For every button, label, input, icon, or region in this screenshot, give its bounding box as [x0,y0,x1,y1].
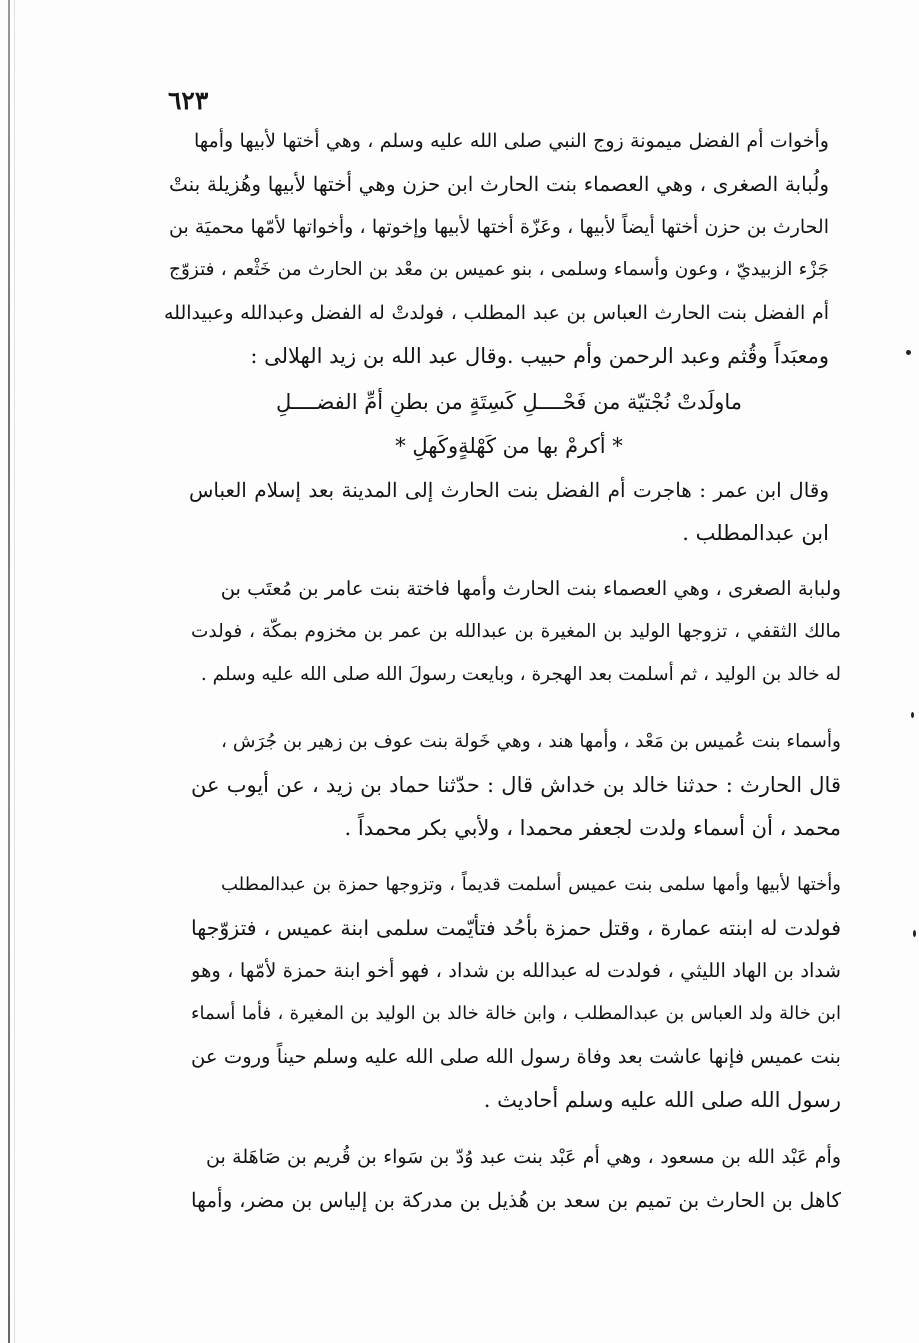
page-binding-edge [8,0,10,1343]
scan-speck [913,930,916,937]
text-line: أم الفضل بنت الحارث العباس بن عبد المطلب ، فولدتْ له الفضل وعبدالله وعبيدالله [164,302,829,324]
scan-speck [906,350,911,355]
text-line: ابن عبدالمطلب . [682,521,829,545]
text-line: وأخوات أم الفضل ميمونة زوج النبي صلى الله عليه وسلم ، وهي أختها لأبيها وأمها [194,130,829,152]
page-number: ٦٢٣ [168,86,209,115]
text-line: وأم عَبْد الله بن مسعود ، وهي أم عَبْد بنت عبد وُدّ بن سَواء بن قُريم بن صَاهَلة بن [206,1146,841,1168]
text-line: وقال ابن عمر : هاجرت أم الفضل بنت الحارث إلى المدينة بعد إسلام العباس [189,478,829,502]
text-line: وأختها لأبيها وأمها سلمى بنت عميس أسلمت قديماً ، وتزوجها حمزة بن عبدالمطلب [221,874,841,895]
text-line: كاهل بن الحارث بن تميم بن سعد بن هُذيل بن مدركة بن إلياس بن مضر، وأمها [191,1188,841,1212]
text-line: جَزْء الزبيديّ ، وعون وأسماء وسلمى ، بنو عميس بن معْد بن الحارث من خَثْعم ، فتزوّج [169,259,829,280]
text-line: بنت عميس فإنها عاشت بعد وفاة رسول الله صلى الله عليه وسلم حيناً وروت عن [191,1045,841,1068]
text-line: ولبابة الصغرى ، وهي العصماء بنت الحارث وأمها فاختة بنت عامر بن مُعتَب بن [221,577,841,600]
scan-speck [911,712,914,718]
page-binding-shadow [14,0,15,1343]
text-line: ولُبابة الصغرى ، وهي العصماء بنت الحارث ابن حزن وهي أختها لأبيها وهُزيلة بنتْ [169,172,829,196]
text-line: ابن خالة ولد العباس بن عبدالمطلب ، وابن خالة خالد بن الوليد بن المغيرة ، فأما أسماء [191,1003,841,1024]
poem-verse: * أكرمْ بها من كَهْلةٍوكَهلِ * [395,434,623,458]
text-line: رسول الله صلى الله عليه وسلم أحاديث . [483,1088,841,1112]
text-line: قال الحارث : حدثنا خالد بن خداش قال : حدّثنا حماد بن زيد ، عن أيوب عن [191,773,841,797]
text-line: مالك الثقفي ، تزوجها الوليد بن المغيرة بن عبدالله بن عمر بن مخزوم بمكّة ، فولدت [191,621,841,642]
text-line: محمد ، أن أسماء ولدت لجعفر محمدا ، ولأبي بكر محمداً . [344,816,841,840]
text-line: الحارث بن حزن أختها أيضاً لأبيها ، وعَزّة أختها لأبيها وإخوتها ، وأخواتها لأمّها محميَة بن [169,216,829,238]
text-line: ومعبَداً وقُثم وعبد الرحمن وأم حبيب .وقال عبد الله بن زيد الهلالى : [250,344,829,368]
text-line: وأسماء بنت عُميس بن مَعْد ، وأمها هند ، وهي خَولة بنت عوف بن زهير بن جُرَش ، [221,731,841,752]
text-line: فولدت له ابنته عمارة ، وقتل حمزة بأحُد فتأيّمت سلمى ابنة عميس ، فتزوّجها [191,916,841,940]
text-line: له خالد بن الوليد ، ثم أسلمت بعد الهجرة ، وبايعت رسولَ الله صلى الله عليه وسلم . [200,664,841,685]
text-line: شداد بن الهاد الليثي ، فولدت له عبدالله بن شداد ، فهو أخو ابنة حمزة لأمّها ، وهو [191,959,841,982]
poem-verse: ماولَدتْ نُجْتيّة من فَحْــــلِ كَسِتَةٍ من بطنِ أمِّ الفضــــلِ [275,390,743,414]
